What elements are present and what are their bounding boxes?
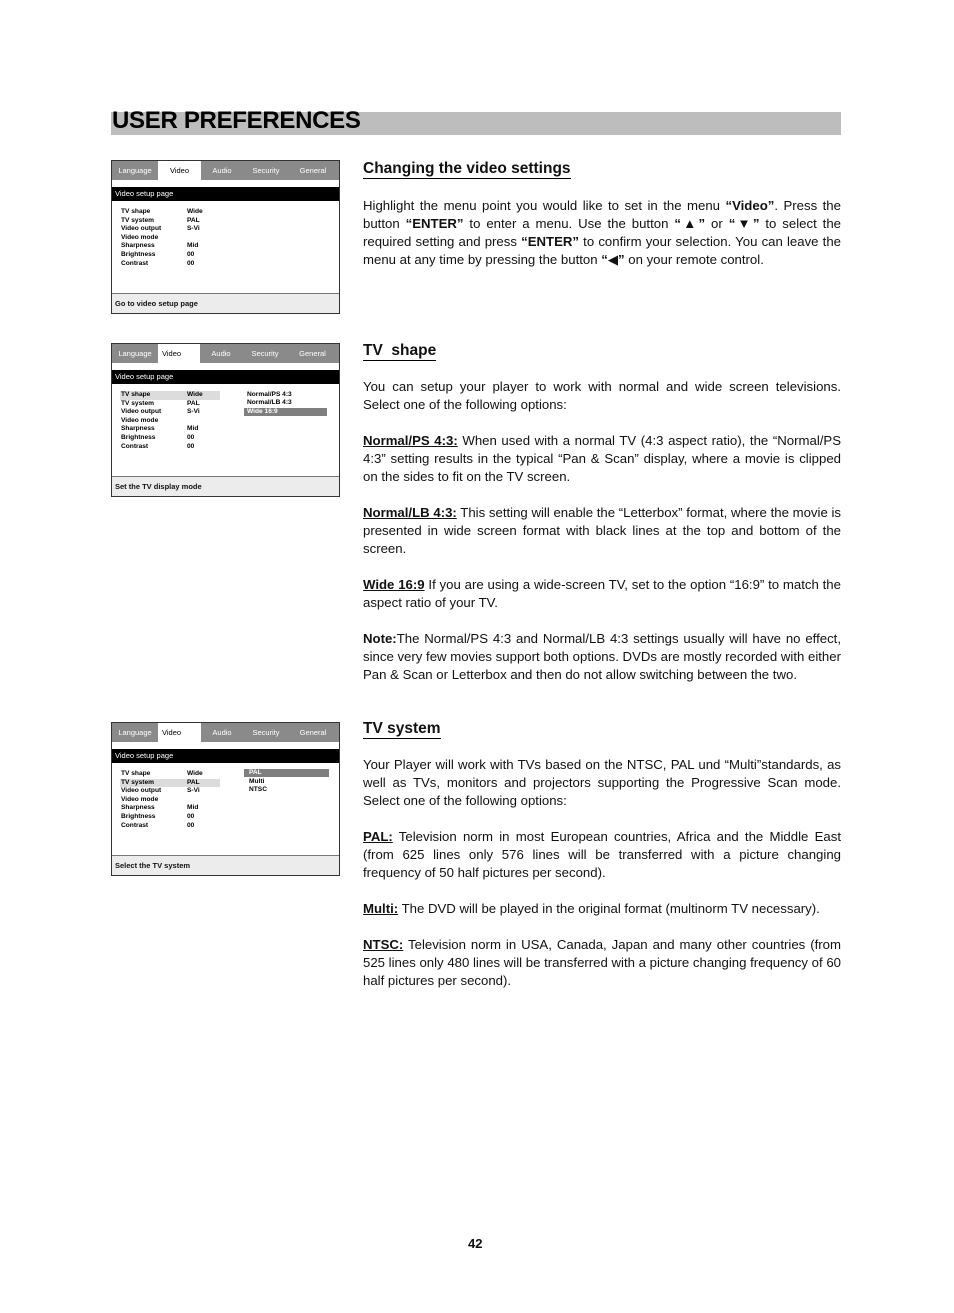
row-value: Mid	[187, 804, 199, 812]
tab-language[interactable]: Language	[118, 728, 152, 737]
paragraph-tv-shape-intro: You can setup your player to work with normal and wide screen televisions. Select one of the following options:	[363, 379, 841, 412]
tab-audio[interactable]: Audio	[212, 728, 232, 737]
row-label: Video mode	[121, 416, 159, 424]
video-setup-menu-1	[111, 160, 340, 314]
row-value: Wide	[187, 391, 203, 398]
option-wide[interactable]: Wide 16:9	[244, 408, 327, 416]
tab-language[interactable]: Language	[118, 349, 152, 358]
row-label: TV system	[121, 778, 154, 786]
row-value: S-Vi	[187, 787, 200, 795]
video-setup-menu-2	[111, 343, 340, 497]
tab-general[interactable]: General	[299, 166, 327, 175]
row-label: Video output	[121, 787, 162, 795]
row-value: PAL	[187, 778, 200, 786]
row-label: Brightness	[121, 813, 156, 820]
row-label: Video mode	[121, 233, 159, 241]
row-value: 00	[187, 813, 195, 820]
menu-subtitle: Video setup page	[112, 370, 339, 384]
row-value: 00	[187, 259, 195, 267]
page-title: USER PREFERENCES	[112, 107, 361, 134]
row-label: Contrast	[121, 259, 149, 267]
row-label: TV shape	[121, 391, 151, 398]
menu-tabs	[112, 161, 339, 180]
paragraph-wide: Wide 16:9 If you are using a wide-screen TV, set to the option “16:9” to match the aspect ratio of your TV.	[363, 577, 841, 610]
tab-security[interactable]: Security	[251, 349, 279, 358]
tab-video[interactable]: Video	[158, 161, 201, 180]
menu-tabs	[112, 723, 339, 742]
option-ntsc[interactable]: NTSC	[249, 786, 267, 794]
tab-general[interactable]: General	[299, 728, 327, 737]
row-value: Mid	[187, 425, 199, 433]
page-number: 42	[468, 1236, 483, 1251]
paragraph-video-settings: Highlight the menu point you would like to set in the menu “Video”. Press the button “ENTER” to enter a menu. Use the button “▲” or “▼” to select the required setting and press “ENTER” to confirm your selection. You can leave the menu at any time by pressing the button “◀” on your remote control.	[363, 198, 841, 267]
paragraph-ntsc: NTSC: Television norm in USA, Canada, Japan and many other countries (from 525 lines only 480 lines will be transferred with a picture changing frequency of 60 half pictures per second).	[363, 937, 841, 988]
menu-footer-hint: Select the TV system	[112, 855, 339, 875]
row-label: Video mode	[121, 795, 159, 803]
menu-row-tv-shape[interactable]	[120, 391, 220, 400]
option-multi[interactable]: Multi	[249, 777, 265, 785]
menu-subtitle: Video setup page	[112, 187, 339, 201]
paragraph-normal-lb: Normal/LB 4:3: This setting will enable the “Letterbox” format, where the movie is presented in wide screen format with black lines at the top and bottom of the screen.	[363, 505, 841, 556]
row-label: Video output	[121, 225, 162, 233]
row-label: Brightness	[121, 434, 156, 441]
row-label: Sharpness	[121, 804, 155, 812]
tab-video[interactable]: Video	[158, 723, 201, 742]
menu-footer-hint: Set the TV display mode	[112, 476, 339, 496]
option-normal-ps[interactable]: Normal/PS 4:3	[247, 391, 292, 398]
row-label: Sharpness	[121, 425, 155, 433]
row-value: 00	[187, 251, 195, 258]
tab-security[interactable]: Security	[252, 728, 280, 737]
tab-language[interactable]: Language	[118, 166, 152, 175]
row-label: Brightness	[121, 251, 156, 258]
tab-video[interactable]: Video	[158, 344, 200, 363]
row-value: PAL	[187, 216, 200, 224]
row-label: TV system	[121, 399, 154, 407]
menu-subtitle: Video setup page	[112, 749, 339, 763]
row-label: Sharpness	[121, 242, 155, 250]
row-value: 00	[187, 434, 195, 441]
row-value: S-Vi	[187, 408, 200, 416]
row-label: Contrast	[121, 442, 149, 450]
row-label: TV system	[121, 216, 154, 224]
tab-general[interactable]: General	[299, 349, 326, 358]
heading-video-settings: Changing the video settings	[363, 160, 571, 177]
heading-tv-shape: TV shape	[363, 342, 437, 359]
row-value: Mid	[187, 242, 199, 250]
paragraph-tv-system-intro: Your Player will work with TVs based on the NTSC, PAL und “Multi”standards, as well as TVs, monitors and projectors supporting the Progressive Scan mode. Select one of the following options:	[363, 757, 841, 808]
tab-security[interactable]: Security	[252, 166, 280, 175]
tab-audio[interactable]: Audio	[211, 349, 231, 358]
menu-tabs	[112, 344, 339, 363]
option-normal-lb[interactable]: Normal/LB 4:3	[247, 399, 292, 407]
row-value: Wide	[187, 770, 203, 777]
menu-footer-hint: Go to video setup page	[112, 293, 339, 313]
row-label: Video output	[121, 408, 162, 416]
heading-tv-system: TV system	[363, 720, 441, 737]
row-label: TV shape	[121, 770, 151, 777]
video-setup-menu-3	[111, 722, 340, 876]
paragraph-normal-ps: Normal/PS 4:3: When used with a normal TV (4:3 aspect ratio), the “Normal/PS 4:3” setting results in the typical “Pan & Scan” display, where a movie is clipped on the sides to fit on the TV screen.	[363, 433, 842, 484]
paragraph-multi: Multi: The DVD will be played in the original format (multinorm TV necessary).	[363, 901, 820, 916]
row-label: Contrast	[121, 821, 149, 829]
row-value: Wide	[187, 208, 203, 215]
row-value: S-Vi	[187, 225, 200, 233]
row-label: TV shape	[121, 208, 151, 215]
menu-row-tv-system[interactable]	[120, 779, 220, 788]
row-value: PAL	[187, 399, 200, 407]
row-value: 00	[187, 442, 195, 450]
paragraph-note: Note:The Normal/PS 4:3 and Normal/LB 4:3 settings usually will have no effect, since very few movies support both options. DVDs are mostly recorded with either Pan & Scan or Letterbox and then do not allow switching between the two.	[363, 631, 841, 682]
option-pal[interactable]: PAL	[244, 769, 329, 777]
row-value: 00	[187, 821, 195, 829]
paragraph-pal: PAL: Television norm in most European countries, Africa and the Middle East (from 625 lines only 576 lines will be transferred with a picture changing frequency of 50 half pictures per second).	[363, 829, 841, 880]
tab-audio[interactable]: Audio	[212, 166, 232, 175]
